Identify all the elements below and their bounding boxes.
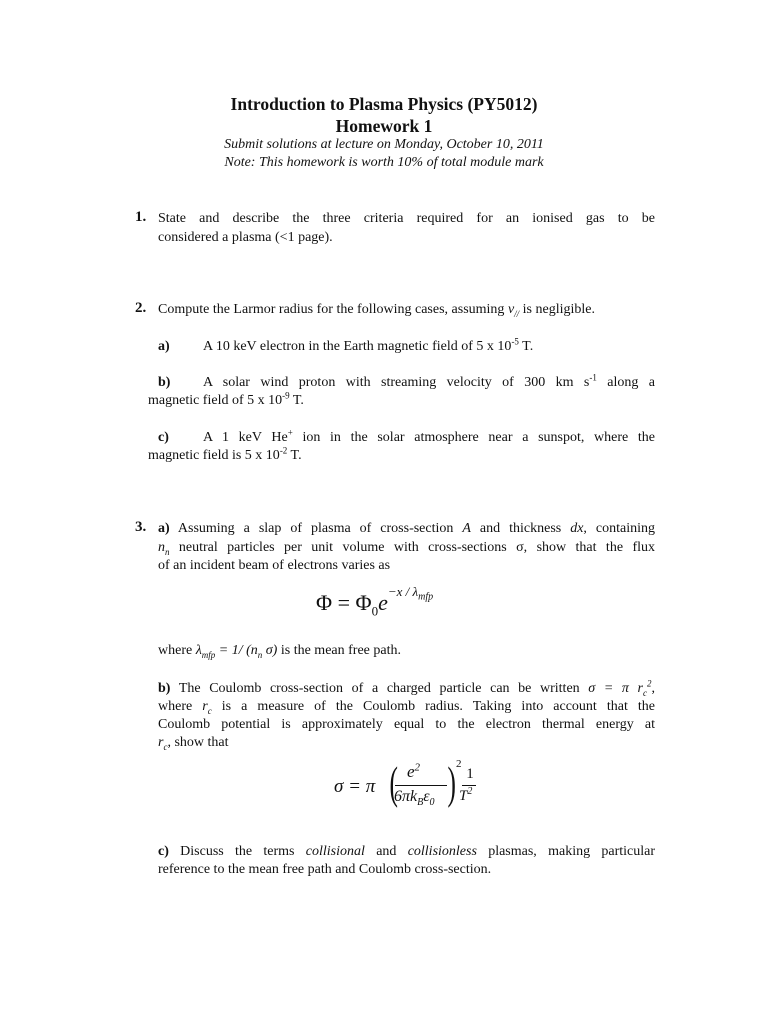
question-2a-label: a) xyxy=(158,339,170,354)
fraction-bar xyxy=(395,785,447,786)
question-3a-line-1: a) Assuming a slap of plasma of cross-section A and thickness dx, containing xyxy=(158,521,655,536)
question-3c-line-2: reference to the mean free path and Coulomb cross-section. xyxy=(158,862,492,877)
question-2b-line-2: magnetic field of 5 x $10^{-9}$ T. xyxy=(148,390,304,408)
second-fraction-numerator: 1 xyxy=(466,766,474,782)
question-3b-line-4: $r_c$, show that xyxy=(158,735,229,752)
question-3b-line-2: where $r_c$ is a measure of the Coulomb radius. Taking into account that the xyxy=(158,699,656,716)
question-3-number: 3. xyxy=(135,519,147,535)
fraction-denominator: $6\pi k_B\varepsilon_0$ xyxy=(394,788,435,809)
equation-lhs: σ = π xyxy=(334,776,376,797)
submit-note: Submit solutions at lecture on Monday, October 10, 2011 xyxy=(224,137,544,152)
question-3b-line-3: Coulomb potential is approximately equal to the electron thermal energy at xyxy=(158,717,655,732)
question-2c-line-2: magnetic field is 5 x $10^{-2}$ T. xyxy=(148,445,302,463)
fraction-numerator: $e^2$ xyxy=(407,761,421,781)
question-1-number: 1. xyxy=(135,209,147,225)
question-3a-line-2: $n_n$ neutral particles per unit volume with cross-sections σ, show that the flux xyxy=(158,540,655,557)
document-subtitle: Homework 1 xyxy=(335,116,433,136)
question-3b-line-1: b) The Coulomb cross-section of a charged particle can be written σ = π $r_c^2$, xyxy=(158,678,655,698)
question-3c-line-1: c) Discuss the terms collisional and collisionless plasmas, making particular xyxy=(158,844,655,859)
question-2b-line-1: A solar wind proton with streaming velocity of 300 km $s^{-1}$ along a xyxy=(203,372,655,390)
outer-exponent: 2 xyxy=(456,758,462,770)
question-2b-label: b) xyxy=(158,375,171,390)
worth-note: Note: This homework is worth 10% of total module mark xyxy=(224,155,544,170)
question-3a-line-3: of an incident beam of electrons varies as xyxy=(158,558,391,573)
question-1-line-2: considered a plasma (<1 page). xyxy=(158,230,333,245)
document-title: Introduction to Plasma Physics (PY5012) xyxy=(230,94,538,114)
coulomb-cross-section-equation xyxy=(334,758,474,814)
question-2-number: 2. xyxy=(135,300,147,316)
question-2a-text: A 10 keV electron in the Earth magnetic field of 5 x $10^{-5}$ T. xyxy=(203,336,534,354)
second-fraction-denominator: $T^2$ xyxy=(459,786,473,804)
flux-equation: $\Phi = \Phi_0e^{-x / \lambda_{mfp}}$ xyxy=(316,583,434,619)
question-2c-line-1: A 1 keV He+ ion in the solar atmosphere near a sunspot, where the xyxy=(203,427,655,445)
question-2-intro: Compute the Larmor radius for the following cases, assuming $v_{//}$ is negligible. xyxy=(158,302,595,319)
mean-free-path-definition: where $\lambda_{mfp} = 1/$ ($n_n$ σ) is the mean free path. xyxy=(158,643,401,660)
question-1-line-1: State and describe the three criteria required for an ionised gas to be xyxy=(158,211,655,226)
right-paren: ) xyxy=(447,757,456,808)
left-paren: ( xyxy=(389,757,398,808)
question-2c-label: c) xyxy=(158,430,169,445)
